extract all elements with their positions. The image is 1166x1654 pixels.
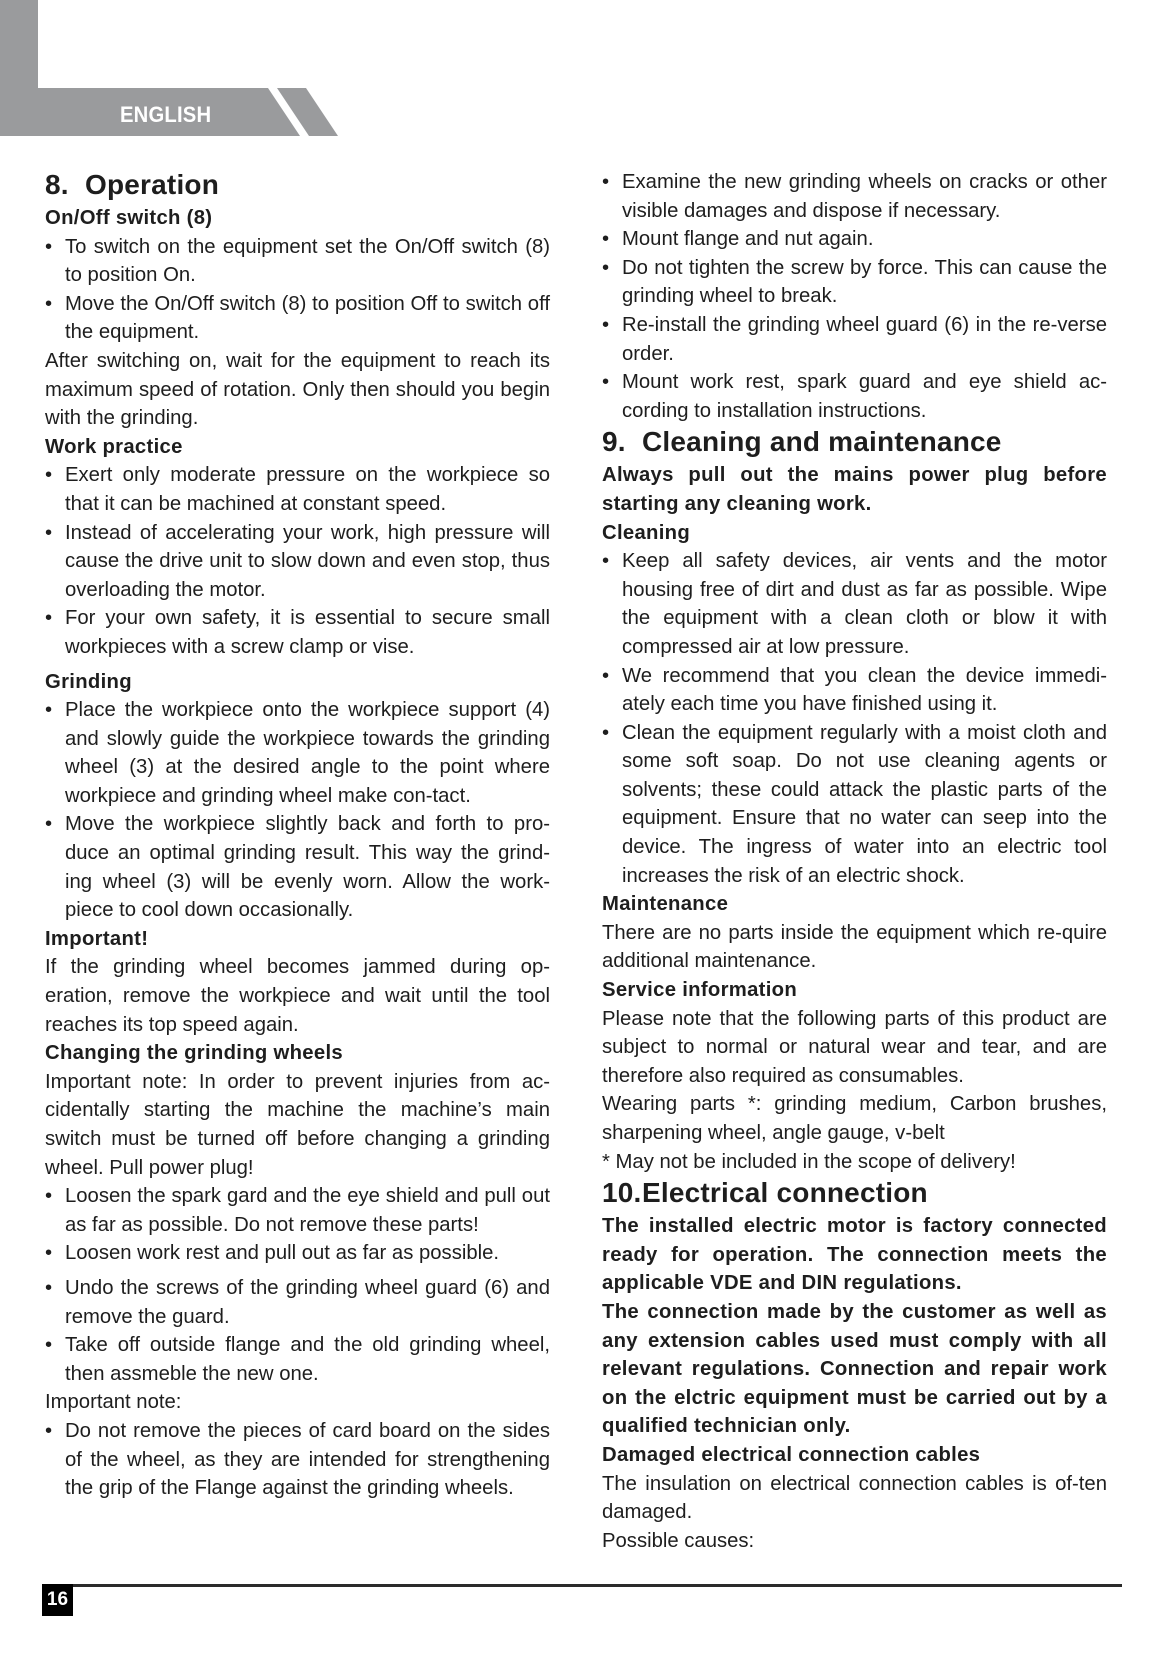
list-item: • Exert only moderate pressure on the workpiece so that it can be machined at constant speed. xyxy=(45,461,550,518)
list-item: • Take off outside flange and the old grinding wheel, then assmeble the new one. xyxy=(45,1331,550,1388)
changing-wheels-paragraph: Important note: In order to prevent injuries from ac-cidentally starting the machine the machine’s main switch must be turned off before changing a grinding wheel. Pull power plug! xyxy=(45,1070,550,1179)
onoff-switch-heading: On/Off switch (8) xyxy=(45,207,213,229)
list-item: • Do not tighten the screw by force. This can cause the grinding wheel to break. xyxy=(602,254,1107,311)
bullet-icon: • xyxy=(45,521,53,544)
bullet-icon: • xyxy=(45,1276,53,1299)
electrical-customer-note: The connection made by the customer as well as any extension cables used must comply with all relevant regulations. Connection and repair work on the elctric equipment must be carried out by a qualified technician only. xyxy=(602,1300,1107,1438)
grinding-heading: Grinding xyxy=(45,670,132,693)
language-label: ENGLISH xyxy=(120,102,212,127)
bullet-icon: • xyxy=(45,1185,53,1208)
bullet-icon: • xyxy=(45,235,53,258)
list-item: • Mount work rest, spark guard and eye shield ac-cording to installation instructions. xyxy=(602,368,1107,425)
bullet-icon: • xyxy=(602,371,610,394)
list-item: • Mount flange and nut again. xyxy=(602,225,1107,254)
electrical-factory-note: The installed electric motor is factory connected ready for operation. The connection meets the applicable VDE and DIN regulations. xyxy=(602,1215,1107,1295)
bullet-icon: • xyxy=(45,699,53,722)
section-number: 10. xyxy=(602,1177,642,1209)
section-title-text: Operation xyxy=(85,169,220,200)
important-note-label: Important note: xyxy=(45,1391,182,1414)
changing-bullets-b xyxy=(45,1274,550,1388)
cleaning-warning: Always pull out the mains power plug before starting any cleaning work. xyxy=(602,464,1107,515)
work-practice-bullets xyxy=(45,461,550,661)
cleaning-bullets xyxy=(602,547,1107,890)
bullet-icon: • xyxy=(602,256,610,279)
bullet-icon: • xyxy=(602,313,610,336)
section-8-title xyxy=(45,168,550,202)
onoff-paragraph: After switching on, wait for the equipment to reach its maximum speed of rotation. Only then should you begin with the grinding. xyxy=(45,349,550,430)
list-item: • Place the workpiece onto the workpiece support (4) and slowly guide the workpiece towards the grinding wheel (3) at the desired angle to the point where workpiece and grinding wheel make con-tact. xyxy=(45,696,550,810)
bullet-icon: • xyxy=(45,1334,53,1357)
service-info-heading: Service information xyxy=(602,979,798,1002)
list-item: • Move the workpiece slightly back and forth to pro-duce an optimal grinding result. This way the grind-ing wheel (3) will be evenly worn. Allow the work-piece to cool down occasionally. xyxy=(45,810,550,924)
list-item: • To switch on the equipment set the On/Off switch (8) to position On. xyxy=(45,233,550,290)
section-title-text: Cleaning and maintenance xyxy=(642,426,1002,458)
changing-bullets-a xyxy=(45,1182,550,1268)
footer-rule xyxy=(42,1584,1122,1587)
section-title-text: Electrical connection xyxy=(642,1177,928,1209)
bullet-icon: • xyxy=(602,721,610,744)
list-item: • Undo the screws of the grinding wheel guard (6) and remove the guard. xyxy=(45,1274,550,1331)
section-9-title xyxy=(602,425,1107,459)
right-column xyxy=(602,168,1107,1555)
list-item: • Loosen work rest and pull out as far as possible. xyxy=(45,1239,550,1268)
list-item: • Do not remove the pieces of card board on the sides of the wheel, as they are intended for strengthening the grip of the Flange against the grinding wheels. xyxy=(45,1417,550,1503)
list-item: • Keep all safety devices, air vents and the motor housing free of dirt and dust as far as possible. Wipe the equipment with a clean cloth or blow it with compressed air at low pressure. xyxy=(602,547,1107,661)
damaged-cables-paragraph: The insulation on electrical connection cables is of-ten damaged. xyxy=(602,1472,1107,1524)
list-item: • We recommend that you clean the device immedi-ately each time you have finished using it. xyxy=(602,662,1107,719)
list-item: • Loosen the spark gard and the eye shield and pull out as far as possible. Do not remove these parts! xyxy=(45,1182,550,1239)
bullet-icon: • xyxy=(602,664,610,687)
important-heading: Important! xyxy=(45,927,149,950)
delivery-footnote: * May not be included in the scope of delivery! xyxy=(602,1150,1016,1173)
onoff-bullets xyxy=(45,233,550,347)
damaged-cables-heading: Damaged electrical connection cables xyxy=(602,1443,981,1466)
page-number: 16 xyxy=(42,1584,73,1616)
list-item: • Move the On/Off switch (8) to position Off to switch off the equipment. xyxy=(45,290,550,347)
list-item: • Re-install the grinding wheel guard (6) in the re-verse order. xyxy=(602,311,1107,368)
list-item: • Instead of accelerating your work, high pressure will cause the drive unit to slow down and even stop, thus overloading the motor. xyxy=(45,519,550,605)
bullet-icon: • xyxy=(45,607,53,630)
list-item: • For your own safety, it is essential to secure small workpieces with a screw clamp or vise. xyxy=(45,604,550,661)
possible-causes-label: Possible causes: xyxy=(602,1529,755,1552)
bullet-icon: • xyxy=(45,464,53,487)
service-info-paragraph: Please note that the following parts of this product are subject to normal or natural wear and tear, and are therefore also required as consumables. xyxy=(602,1007,1107,1087)
maintenance-paragraph: There are no parts inside the equipment which re-quire additional maintenance. xyxy=(602,921,1107,973)
wearing-parts-paragraph: Wearing parts *: grinding medium, Carbon brushes, sharpening wheel, angle gauge, v-belt xyxy=(602,1093,1107,1144)
important-paragraph: If the grinding wheel becomes jammed during op-eration, remove the workpiece and wait until the tool reaches its top speed again. xyxy=(45,956,550,1036)
grinding-bullets xyxy=(45,696,550,925)
bullet-icon: • xyxy=(45,1242,53,1265)
cleaning-heading: Cleaning xyxy=(602,521,691,544)
note-bullets xyxy=(45,1417,550,1503)
bullet-icon: • xyxy=(45,292,53,315)
bullet-icon: • xyxy=(602,550,610,573)
section-10-title xyxy=(602,1176,1107,1210)
bullet-icon: • xyxy=(45,1419,53,1442)
bullet-icon: • xyxy=(45,813,53,836)
continued-bullets xyxy=(602,168,1107,425)
list-item: • Examine the new grinding wheels on cracks or other visible damages and dispose if necessary. xyxy=(602,168,1107,225)
changing-wheels-heading: Changing the grinding wheels xyxy=(45,1042,343,1065)
list-item: • Clean the equipment regularly with a moist cloth and some soft soap. Do not use cleaning agents or solvents; these could attack the plastic parts of the equipment. Ensure that no water can seep into the device. The ingress of water into an electric tool increases the risk of an electric shock. xyxy=(602,719,1107,891)
section-number: 8. xyxy=(45,169,69,200)
maintenance-heading: Maintenance xyxy=(602,893,729,916)
work-practice-heading: Work practice xyxy=(45,435,183,458)
bullet-icon: • xyxy=(602,171,610,193)
section-number: 9. xyxy=(602,426,626,458)
left-column xyxy=(45,168,550,1503)
bullet-icon: • xyxy=(602,228,610,251)
